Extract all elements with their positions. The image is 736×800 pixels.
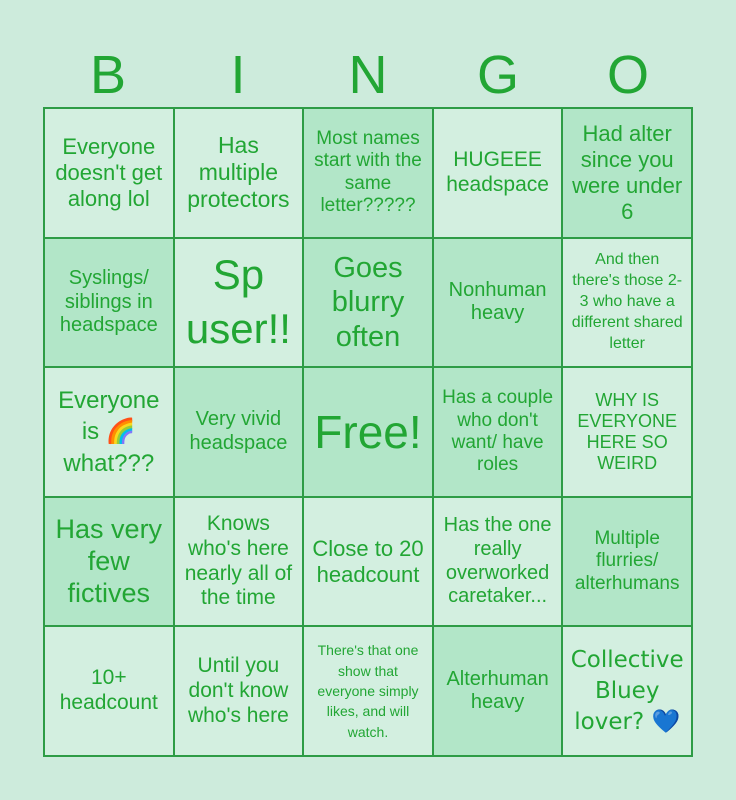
bingo-cell[interactable]: Multiple flurries/ alterhumans [562,497,692,627]
bingo-cell[interactable]: Syslings/ siblings in headspace [44,238,174,368]
bingo-cell[interactable]: Has a couple who don't want/ have roles [433,367,563,497]
header-letter-g: G [476,45,519,105]
bingo-cell[interactable]: HUGEEE headspace [433,108,563,238]
header-letter-i: I [230,45,246,105]
bingo-header [43,44,693,106]
bingo-cell[interactable]: Close to 20 headcount [303,497,433,627]
bingo-cell[interactable]: Nonhuman heavy [433,238,563,368]
bingo-cell[interactable]: There's that one show that everyone simply likes, and will watch. [303,626,433,756]
bingo-cell[interactable]: Sp user!! [174,238,304,368]
bingo-cell[interactable]: Most names start with the same letter????? [303,108,433,238]
bingo-cell[interactable]: Everyone is 🌈 what??? [44,367,174,497]
bingo-cell[interactable]: Has very few fictives [44,497,174,627]
bingo-cell[interactable]: Until you don't know who's here [174,626,304,756]
bingo-cell[interactable]: Collective Bluey lover? 💙 [562,626,692,756]
bingo-cell[interactable]: WHY IS EVERYONE HERE SO WEIRD [562,367,692,497]
header-letter-n: N [348,45,388,105]
bingo-cell[interactable]: Had alter since you were under 6 [562,108,692,238]
bingo-cell[interactable]: Everyone doesn't get along lol [44,108,174,238]
bingo-board [43,107,693,757]
header-letter-b: B [89,45,127,105]
bingo-cell[interactable]: Alterhuman heavy [433,626,563,756]
bingo-cell[interactable]: Has the one really overworked caretaker... [433,497,563,627]
bingo-cell[interactable]: 10+ headcount [44,626,174,756]
bingo-cell[interactable]: Very vivid headspace [174,367,304,497]
header-letter-o: O [606,45,649,105]
free-space[interactable]: Free! [303,367,433,497]
bingo-cell[interactable]: Goes blurry often [303,238,433,368]
bingo-cell[interactable]: Knows who's here nearly all of the time [174,497,304,627]
bingo-cell[interactable]: Has multiple protectors [174,108,304,238]
bingo-cell[interactable]: And then there's those 2-3 who have a different shared letter [562,238,692,368]
